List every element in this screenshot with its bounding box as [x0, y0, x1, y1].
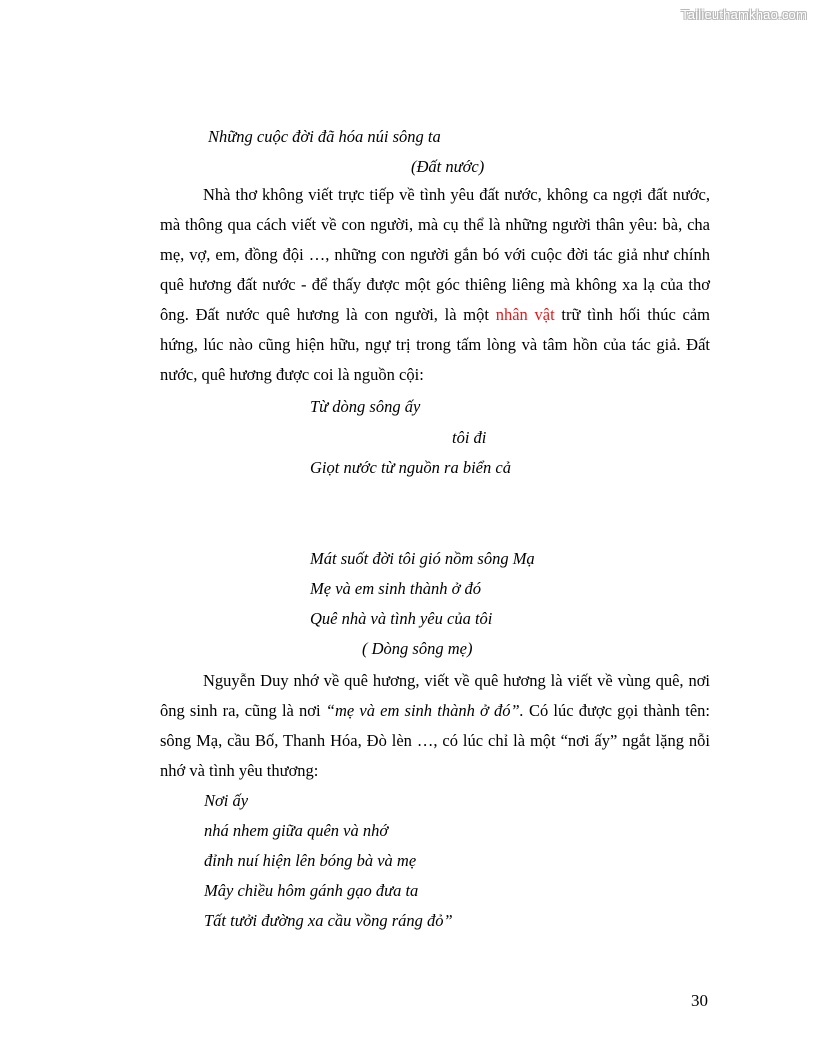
- paragraph-1-text-b: trữ tình hối thúc cảm hứng, lúc nào cũng hiện hữu, ngự trị trong tấm lòng và tâm hồn của tác giả. Đất nước, quê hương được coi là nguồn cội:: [160, 305, 710, 384]
- verse1-source: (Đất nước): [411, 157, 485, 176]
- verse1-line: Những cuộc đời đã hóa núi sông ta: [208, 127, 441, 146]
- verse4-line-1: Nơi ấy: [204, 791, 249, 810]
- verse3-line-1: Mát suốt đời tôi gió nồm sông Mạ: [310, 549, 535, 568]
- verse3-line-3: Quê nhà và tình yêu của tôi: [310, 609, 493, 628]
- verse2-line-2: tôi đi: [452, 428, 487, 447]
- verse4-line-4: Mây chiều hôm gánh gạo đưa ta: [204, 881, 419, 900]
- paragraph-1-text-a: Nhà thơ không viết trực tiếp về tình yêu đất nước, không ca ngợi đất nước, mà thông qua cách viết về con người, mà cụ thể là những người thân yêu: bà, cha mẹ, vợ, em, đồng đội …, những con người gắn bó với cuộc đời tác giả như chính quê hương đất nước - để thấy được một góc thiêng liêng mà không xa lạ của thơ ông. Đất nước quê hương là con người, là một: [160, 185, 710, 324]
- verse4-line-5: Tất tưởi đường xa cầu vồng ráng đỏ”: [204, 911, 453, 930]
- watermark-logo: Tailieuthamkhao.com: [681, 7, 807, 22]
- paragraph-2-text-a: Nguyễn Duy nhớ về quê hương, viết về quê hương là viết về vùng quê, nơi ông sinh ra, cũng là nơi: [160, 671, 710, 720]
- verse4-line-2: nhá nhem giữa quên và nhớ: [204, 821, 389, 840]
- paragraph-2-quote: “mẹ và em sinh thành ở đó”.: [325, 701, 524, 720]
- verse3-line-2: Mẹ và em sinh thành ở đó: [310, 579, 482, 598]
- paragraph-2-text-b: Có lúc được gọi thành tên: sông Mạ, cầu Bố, Thanh Hóa, Đò lèn …, có lúc chỉ là một “nơi ấy” ngắt lặng nỗi nhớ và tình yêu thương:: [160, 701, 710, 780]
- verse2-line-1: Từ dòng sông ấy: [310, 397, 421, 416]
- verse2-line-3: Giọt nước từ nguồn ra biển cả: [310, 458, 511, 477]
- paragraph-2: [160, 666, 710, 786]
- page-number: 30: [691, 991, 708, 1010]
- verse3-source: ( Dòng sông mẹ): [362, 639, 473, 658]
- highlight-nhan-vat: nhân vật: [495, 305, 555, 324]
- verse4-line-3: đỉnh nuí hiện lên bóng bà và mẹ: [204, 851, 417, 870]
- paragraph-1: [160, 180, 710, 390]
